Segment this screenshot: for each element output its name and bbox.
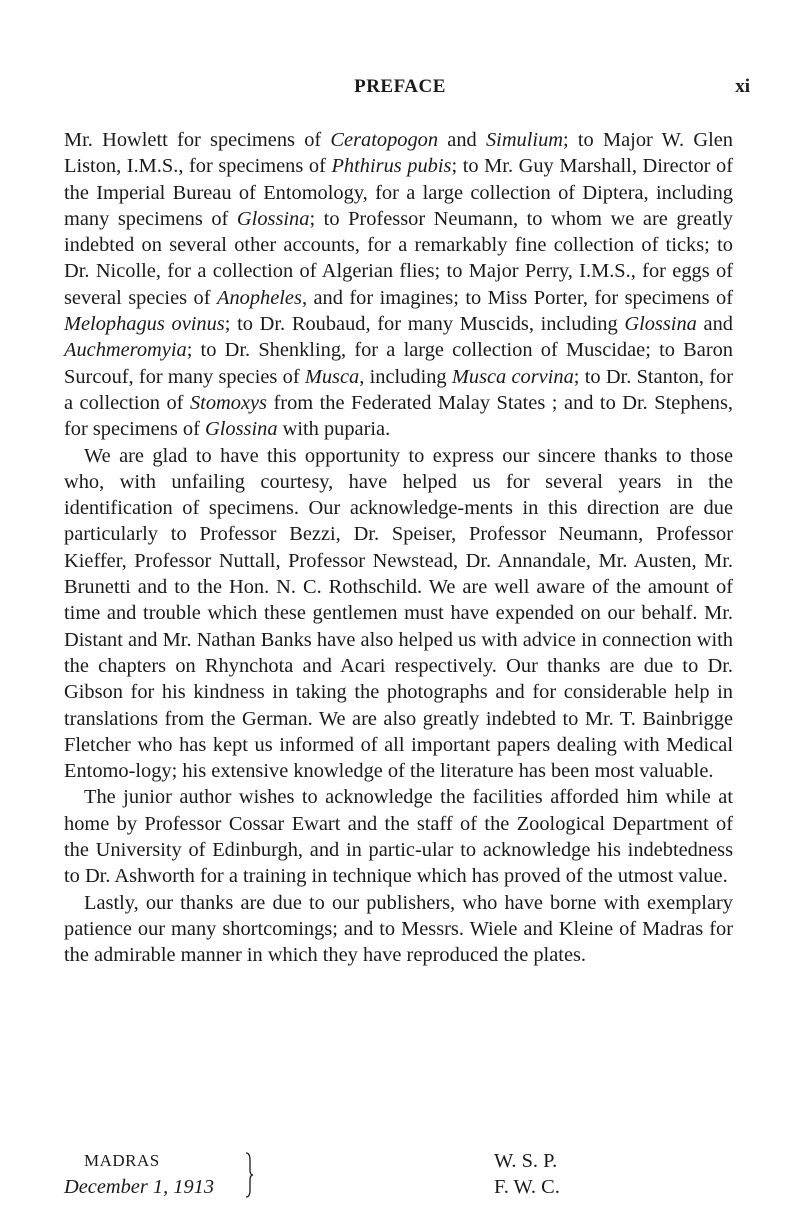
text-run: with puparia.	[277, 418, 391, 441]
text-run: ; to Major W. Glen Liston, I.M.S., for specimens of	[64, 129, 733, 178]
paragraph	[64, 890, 733, 969]
signature-initials	[494, 1148, 560, 1201]
italic-term: Phthirus pubis	[331, 155, 452, 178]
signature-place: MADRAS	[84, 1151, 160, 1170]
running-title: PREFACE	[354, 76, 446, 97]
italic-term: Glossina	[205, 418, 278, 441]
initials-author-1: W. S. P.	[494, 1150, 558, 1172]
text-run: , including	[359, 365, 452, 388]
text-run: , and for imagines; to Miss Porter, for specimens of	[301, 286, 733, 309]
italic-term: Melophagus ovinus	[64, 313, 225, 336]
italic-term: Glossina	[624, 313, 697, 336]
paragraph	[64, 443, 733, 785]
signature-date: December 1, 1913	[64, 1176, 215, 1198]
text-run: from the Federated Malay States ; and to Dr. Stephens, for specimens of	[64, 391, 733, 441]
text-run: and	[696, 313, 733, 336]
text-run: ; to Dr. Stanton, for a collection of	[64, 365, 734, 414]
paragraph	[64, 127, 733, 443]
italic-term: Anopheles	[216, 286, 302, 309]
page-number: xi	[735, 76, 750, 97]
italic-term: Simulium	[485, 129, 563, 151]
page-header	[0, 76, 800, 106]
italic-term: Musca corvina	[451, 365, 574, 388]
italic-term: Musca	[304, 365, 360, 388]
text-run: We are glad to have this opportunity to express our sincere thanks to those who, with unfailing courtesy, have helped us for several years in the identification of specimens. Our acknowledge-ments in this direction are due particularly to Professor Bezzi, Dr. Speiser, Professor Neumann, Professor Kieffer, Professor Nuttall, Professor Newstead, Dr. Annandale, Mr. Austen, Mr. Brunetti and to the Hon. N. C. Rothschild. We are well aware of the amount of time and trouble which these gentlemen must have expended on our behalf. Mr. Distant and Mr. Nathan Banks have also helped us with advice in connection with the chapters on Rhynchota and Acari respectively. Our thanks are due to Dr. Gibson for his kindness in taking the photographs and for considerable help in translations from the German. We are also greatly indebted to Mr. T. Bainbrigge Fletcher who has kept us informed of all important papers dealing with Medical Entomo-logy; his extensive knowledge of the literature has been most valuable.	[64, 444, 733, 783]
text-run: Lastly, our thanks are due to our publishers, who have borne with exemplary patience our many shortcomings; and to Messrs. Wiele and Kleine of Madras for the admirable manner in which they have reproduced the plates.	[64, 891, 733, 967]
right-brace-icon	[244, 1152, 254, 1198]
text-run: Mr. Howlett for specimens of	[64, 129, 331, 151]
italic-term: Auchmeromyia	[64, 339, 187, 362]
paragraph	[64, 784, 733, 889]
text-run: The junior author wishes to acknowledge the facilities afforded him while at home by Professor Cossar Ewart and the staff of the Zoological Department of the University of Edinburgh, and in partic-ular to acknowledge his indebtedness to Dr. Ashworth for a training in technique which has proved of the utmost value.	[64, 786, 733, 888]
text-run: ; to Dr. Roubaud, for many Muscids, including	[224, 313, 625, 336]
italic-term: Stomoxys	[189, 391, 267, 414]
text-run: ; to Mr. Guy Marshall, Director of the Imperial Bureau of Entomology, for a large collection of Diptera, including many specimens of	[64, 155, 733, 230]
initials-author-2: F. W. C.	[494, 1176, 560, 1199]
italic-term: Ceratopogon	[330, 129, 439, 151]
text-run: ; to Dr. Shenkling, for a large collection of Muscidae; to Baron Surcouf, for many species of	[64, 339, 733, 388]
preface-body	[64, 127, 733, 969]
signature-block	[64, 1148, 733, 1208]
text-run: and	[438, 129, 486, 151]
text-run: ; to Professor Neumann, to whom we are greatly indebted on several other accounts, for a remarkably fine collection of ticks; to Dr. Nicolle, for a collection of Algerian flies; to Major Perry, I.M.S., for eggs of several species of	[64, 207, 733, 309]
italic-term: Glossina	[236, 207, 310, 230]
